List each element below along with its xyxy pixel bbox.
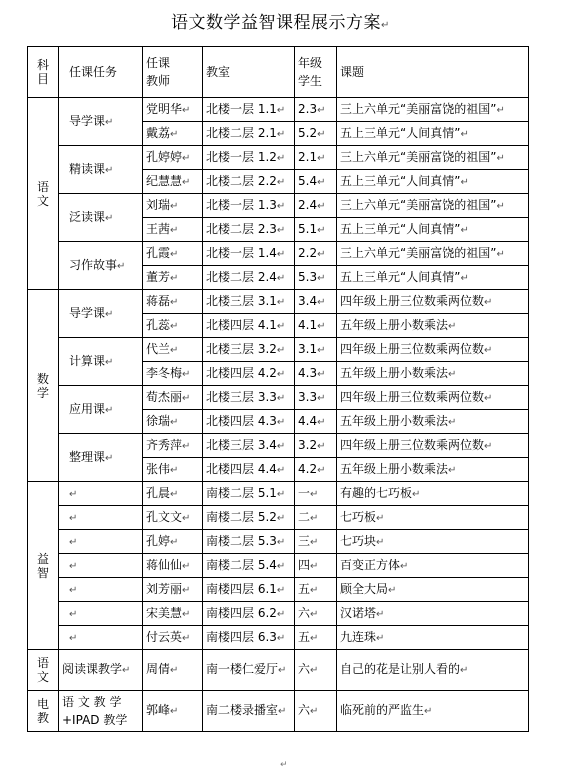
- grade-cell: 六↵: [295, 602, 337, 626]
- room-cell: 北楼一层 1.2↵: [203, 146, 295, 170]
- room-cell: 南楼二层 5.1↵: [203, 482, 295, 506]
- room-cell: 北楼三层 3.1↵: [203, 290, 295, 314]
- topic-cell: 四年级上册三位数乘两位数↵: [337, 434, 529, 458]
- teacher-cell: 王茜↵: [143, 218, 203, 242]
- topic-cell: 五上三单元“人间真情”↵: [337, 266, 529, 290]
- room-cell: 北楼一层 1.4↵: [203, 242, 295, 266]
- room-cell: 南楼二层 5.3↵: [203, 530, 295, 554]
- topic-cell: 三上六单元“美丽富饶的祖国”↵: [337, 98, 529, 122]
- task-cell: ↵: [59, 602, 143, 626]
- topic-cell: 三上六单元“美丽富饶的祖国”↵: [337, 194, 529, 218]
- topic-cell: 五年级上册小数乘法↵: [337, 362, 529, 386]
- grade-cell: 五↵: [295, 626, 337, 650]
- room-cell: 北楼四层 4.3↵: [203, 410, 295, 434]
- grade-cell: 五↵: [295, 578, 337, 602]
- grade-cell: 一↵: [295, 482, 337, 506]
- table-row: [28, 290, 529, 314]
- topic-cell: 自己的花是让别人看的↵: [337, 650, 529, 691]
- subject-cell: 益 智: [28, 482, 59, 650]
- room-cell: 北楼四层 4.4↵: [203, 458, 295, 482]
- topic-cell: 有趣的七巧板↵: [337, 482, 529, 506]
- teacher-cell: 党明华↵: [143, 98, 203, 122]
- grade-cell: 5.4↵: [295, 170, 337, 194]
- room-cell: 南二楼录播室↵: [203, 691, 295, 732]
- room-cell: 北楼四层 4.1↵: [203, 314, 295, 338]
- grade-cell: 4.3↵: [295, 362, 337, 386]
- teacher-cell: 孔蕊↵: [143, 314, 203, 338]
- teacher-cell: 刘芳丽↵: [143, 578, 203, 602]
- topic-cell: 汉诺塔↵: [337, 602, 529, 626]
- room-cell: 南楼四层 6.1↵: [203, 578, 295, 602]
- task-cell: 导学课↵: [59, 98, 143, 146]
- grade-cell: 2.4↵: [295, 194, 337, 218]
- header-subject: 科 目: [28, 47, 59, 98]
- header-row: [28, 47, 529, 98]
- page-title: 语文数学益智课程展示方案↵: [171, 13, 390, 33]
- teacher-cell: 李冬梅↵: [143, 362, 203, 386]
- teacher-cell: 郭峰↵: [143, 691, 203, 732]
- grade-cell: 5.3↵: [295, 266, 337, 290]
- subject-cell: 数 学: [28, 290, 59, 482]
- room-cell: 北楼一层 1.3↵: [203, 194, 295, 218]
- teacher-cell: 孔文文↵: [143, 506, 203, 530]
- topic-cell: 五年级上册小数乘法↵: [337, 314, 529, 338]
- subject-cell: 语 文: [28, 650, 59, 691]
- task-cell: 整理课↵: [59, 434, 143, 482]
- grade-cell: 2.2↵: [295, 242, 337, 266]
- table-row: [28, 650, 529, 691]
- room-cell: 南楼二层 5.2↵: [203, 506, 295, 530]
- task-cell: ↵: [59, 578, 143, 602]
- topic-cell: 五年级上册小数乘法↵: [337, 410, 529, 434]
- teacher-cell: 戴荔↵: [143, 122, 203, 146]
- teacher-cell: 董芳↵: [143, 266, 203, 290]
- room-cell: 南一楼仁爱厅↵: [203, 650, 295, 691]
- task-cell: ↵: [59, 482, 143, 506]
- room-cell: 北楼二层 2.3↵: [203, 218, 295, 242]
- grade-cell: 六↵: [295, 691, 337, 732]
- grade-cell: 2.3↵: [295, 98, 337, 122]
- topic-cell: 四年级上册三位数乘两位数↵: [337, 386, 529, 410]
- topic-cell: 五上三单元“人间真情”↵: [337, 218, 529, 242]
- topic-cell: 百变正方体↵: [337, 554, 529, 578]
- teacher-cell: 刘瑞↵: [143, 194, 203, 218]
- room-cell: 北楼二层 2.1↵: [203, 122, 295, 146]
- table-row: [28, 194, 529, 218]
- header-task: 任课任务: [59, 47, 143, 98]
- topic-cell: 四年级上册三位数乘两位数↵: [337, 338, 529, 362]
- teacher-cell: 代兰↵: [143, 338, 203, 362]
- teacher-cell: 齐秀萍↵: [143, 434, 203, 458]
- topic-cell: 临死前的严监生↵: [337, 691, 529, 732]
- teacher-cell: 纪慧慧↵: [143, 170, 203, 194]
- teacher-cell: 蒋仙仙↵: [143, 554, 203, 578]
- table-row: [28, 242, 529, 266]
- topic-cell: 三上六单元“美丽富饶的祖国”↵: [337, 146, 529, 170]
- teacher-cell: 张伟↵: [143, 458, 203, 482]
- grade-cell: 三↵: [295, 530, 337, 554]
- subject-cell: 电 教: [28, 691, 59, 732]
- table-row: [28, 506, 529, 530]
- grade-cell: 六↵: [295, 650, 337, 691]
- topic-cell: 九连珠↵: [337, 626, 529, 650]
- topic-cell: 三上六单元“美丽富饶的祖国”↵: [337, 242, 529, 266]
- table-row: [28, 434, 529, 458]
- teacher-cell: 荀杰丽↵: [143, 386, 203, 410]
- teacher-cell: 徐瑞↵: [143, 410, 203, 434]
- teacher-cell: 周倩↵: [143, 650, 203, 691]
- table-row: [28, 386, 529, 410]
- topic-cell: 四年级上册三位数乘两位数↵: [337, 290, 529, 314]
- room-cell: 北楼三层 3.2↵: [203, 338, 295, 362]
- header-room: 教室: [203, 47, 295, 98]
- grade-cell: 3.1↵: [295, 338, 337, 362]
- task-cell: 泛读课↵: [59, 194, 143, 242]
- room-cell: 北楼二层 2.2↵: [203, 170, 295, 194]
- grade-cell: 3.2↵: [295, 434, 337, 458]
- teacher-cell: 蒋磊↵: [143, 290, 203, 314]
- table-row: [28, 98, 529, 122]
- teacher-cell: 孔婷↵: [143, 530, 203, 554]
- task-cell: 精读课↵: [59, 146, 143, 194]
- teacher-cell: 孔婷婷↵: [143, 146, 203, 170]
- task-cell: 习作故事↵: [59, 242, 143, 290]
- teacher-cell: 孔霞↵: [143, 242, 203, 266]
- grade-cell: 四↵: [295, 554, 337, 578]
- header-teacher: 任课 教师: [143, 47, 203, 98]
- room-cell: 南楼二层 5.4↵: [203, 554, 295, 578]
- teacher-cell: 宋美慧↵: [143, 602, 203, 626]
- room-cell: 北楼四层 4.2↵: [203, 362, 295, 386]
- grade-cell: 3.3↵: [295, 386, 337, 410]
- topic-cell: 七巧块↵: [337, 530, 529, 554]
- task-cell: 语 文 教 学 +IPAD 教学: [59, 691, 143, 732]
- room-cell: 北楼一层 1.1↵: [203, 98, 295, 122]
- table-row: [28, 602, 529, 626]
- table-row: [28, 626, 529, 650]
- task-cell: ↵: [59, 506, 143, 530]
- grade-cell: 3.4↵: [295, 290, 337, 314]
- task-cell: ↵: [59, 626, 143, 650]
- subject-cell: 语 文: [28, 98, 59, 290]
- task-cell: 导学课↵: [59, 290, 143, 338]
- topic-cell: 五年级上册小数乘法↵: [337, 458, 529, 482]
- grade-cell: 2.1↵: [295, 146, 337, 170]
- course-table: [27, 46, 529, 732]
- topic-cell: 顾全大局↵: [337, 578, 529, 602]
- teacher-cell: 付云英↵: [143, 626, 203, 650]
- table-row: [28, 338, 529, 362]
- room-cell: 南楼四层 6.3↵: [203, 626, 295, 650]
- task-cell: 应用课↵: [59, 386, 143, 434]
- page-marker: ↵: [280, 760, 288, 770]
- topic-cell: 七巧板↵: [337, 506, 529, 530]
- table-row: [28, 554, 529, 578]
- grade-cell: 4.2↵: [295, 458, 337, 482]
- table-row: [28, 578, 529, 602]
- table-row: [28, 146, 529, 170]
- task-cell: ↵: [59, 554, 143, 578]
- grade-cell: 二↵: [295, 506, 337, 530]
- table-row: [28, 530, 529, 554]
- header-grade: 年级 学生: [295, 47, 337, 98]
- grade-cell: 5.1↵: [295, 218, 337, 242]
- grade-cell: 4.1↵: [295, 314, 337, 338]
- room-cell: 北楼三层 3.4↵: [203, 434, 295, 458]
- topic-cell: 五上三单元“人间真情”↵: [337, 170, 529, 194]
- room-cell: 南楼四层 6.2↵: [203, 602, 295, 626]
- room-cell: 北楼三层 3.3↵: [203, 386, 295, 410]
- teacher-cell: 孔晨↵: [143, 482, 203, 506]
- table-row: [28, 691, 529, 732]
- task-cell: 阅读课教学↵: [59, 650, 143, 691]
- grade-cell: 5.2↵: [295, 122, 337, 146]
- header-topic: 课题: [337, 47, 529, 98]
- room-cell: 北楼二层 2.4↵: [203, 266, 295, 290]
- table-row: [28, 482, 529, 506]
- grade-cell: 4.4↵: [295, 410, 337, 434]
- topic-cell: 五上三单元“人间真情”↵: [337, 122, 529, 146]
- task-cell: ↵: [59, 530, 143, 554]
- task-cell: 计算课↵: [59, 338, 143, 386]
